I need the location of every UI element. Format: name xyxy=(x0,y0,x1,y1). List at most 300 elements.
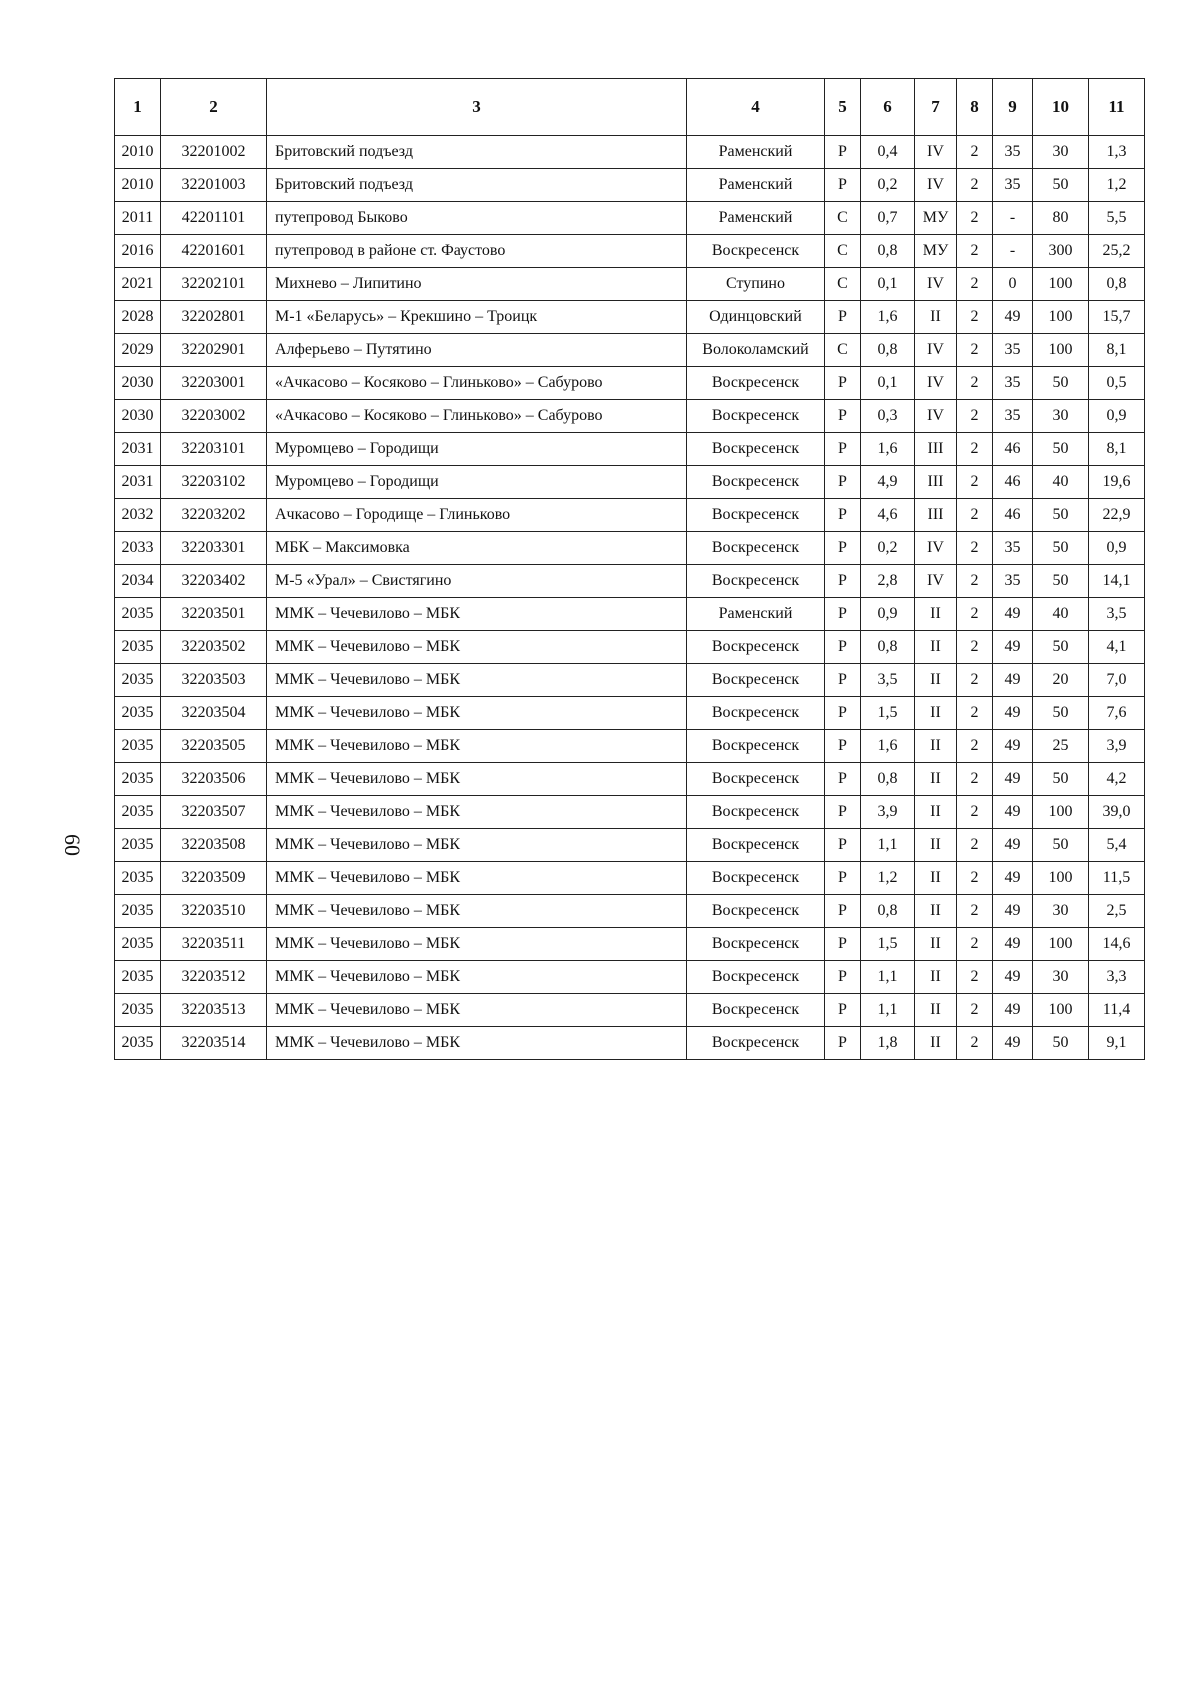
cell-col-type: Р xyxy=(825,565,861,598)
cell-col-category: МУ xyxy=(915,235,957,268)
cell-col-lanes: 2 xyxy=(957,202,993,235)
cell-col-speed: 49 xyxy=(993,664,1033,697)
cell-col-length: 0,8 xyxy=(861,235,915,268)
cell-col-lanes: 2 xyxy=(957,862,993,895)
cell-col-speed: 35 xyxy=(993,565,1033,598)
cell-col-code: 32203301 xyxy=(161,532,267,565)
table-row xyxy=(115,763,1145,796)
cell-col-length: 0,2 xyxy=(861,532,915,565)
cell-col-year: 2010 xyxy=(115,136,161,169)
cell-col-type: Р xyxy=(825,400,861,433)
cell-col-year: 2030 xyxy=(115,400,161,433)
header-col-speed: 9 xyxy=(993,79,1033,136)
cell-col-speed: 49 xyxy=(993,961,1033,994)
cell-col-length: 0,1 xyxy=(861,367,915,400)
cell-col-value: 22,9 xyxy=(1089,499,1145,532)
cell-col-value: 19,6 xyxy=(1089,466,1145,499)
table-row xyxy=(115,334,1145,367)
cell-col-category: IV xyxy=(915,565,957,598)
cell-col-district: Раменский xyxy=(687,136,825,169)
table-row xyxy=(115,796,1145,829)
cell-col-category: II xyxy=(915,796,957,829)
table-row xyxy=(115,862,1145,895)
cell-col-length: 3,9 xyxy=(861,796,915,829)
cell-col-category: IV xyxy=(915,334,957,367)
cell-col-year: 2031 xyxy=(115,433,161,466)
cell-col-type: Р xyxy=(825,994,861,1027)
cell-col-lanes: 2 xyxy=(957,301,993,334)
cell-col-type: С xyxy=(825,334,861,367)
cell-col-code: 32203514 xyxy=(161,1027,267,1060)
cell-col-district: Воскресенск xyxy=(687,697,825,730)
header-col-code: 2 xyxy=(161,79,267,136)
cell-col-value: 5,5 xyxy=(1089,202,1145,235)
cell-col-code: 32203513 xyxy=(161,994,267,1027)
cell-col-district: Воскресенск xyxy=(687,235,825,268)
cell-col-year: 2034 xyxy=(115,565,161,598)
cell-col-value: 39,0 xyxy=(1089,796,1145,829)
cell-col-lanes: 2 xyxy=(957,928,993,961)
cell-col-code: 32203508 xyxy=(161,829,267,862)
cell-col-year: 2035 xyxy=(115,862,161,895)
cell-col-name: Бритовский подъезд xyxy=(267,136,687,169)
cell-col-width: 100 xyxy=(1033,334,1089,367)
cell-col-category: IV xyxy=(915,169,957,202)
cell-col-name: «Ачкасово – Косяково – Глиньково» – Сабурово xyxy=(267,400,687,433)
table-row xyxy=(115,268,1145,301)
cell-col-width: 100 xyxy=(1033,862,1089,895)
cell-col-code: 32203501 xyxy=(161,598,267,631)
cell-col-code: 32203511 xyxy=(161,928,267,961)
cell-col-district: Раменский xyxy=(687,202,825,235)
cell-col-length: 1,1 xyxy=(861,829,915,862)
cell-col-year: 2029 xyxy=(115,334,161,367)
cell-col-speed: 49 xyxy=(993,697,1033,730)
cell-col-category: II xyxy=(915,730,957,763)
cell-col-width: 50 xyxy=(1033,367,1089,400)
cell-col-category: МУ xyxy=(915,202,957,235)
table-row xyxy=(115,697,1145,730)
table-row xyxy=(115,664,1145,697)
cell-col-type: С xyxy=(825,268,861,301)
cell-col-type: С xyxy=(825,235,861,268)
cell-col-category: IV xyxy=(915,400,957,433)
header-col-category: 7 xyxy=(915,79,957,136)
cell-col-value: 0,5 xyxy=(1089,367,1145,400)
cell-col-width: 50 xyxy=(1033,631,1089,664)
cell-col-type: Р xyxy=(825,961,861,994)
table-row xyxy=(115,400,1145,433)
cell-col-width: 100 xyxy=(1033,928,1089,961)
cell-col-speed: 35 xyxy=(993,532,1033,565)
cell-col-year: 2035 xyxy=(115,796,161,829)
cell-col-lanes: 2 xyxy=(957,895,993,928)
cell-col-value: 0,9 xyxy=(1089,400,1145,433)
cell-col-district: Воскресенск xyxy=(687,961,825,994)
cell-col-length: 1,6 xyxy=(861,730,915,763)
cell-col-code: 32203502 xyxy=(161,631,267,664)
cell-col-lanes: 2 xyxy=(957,367,993,400)
cell-col-category: II xyxy=(915,862,957,895)
cell-col-name: Бритовский подъезд xyxy=(267,169,687,202)
table-row xyxy=(115,466,1145,499)
cell-col-length: 1,6 xyxy=(861,433,915,466)
cell-col-speed: 49 xyxy=(993,631,1033,664)
cell-col-lanes: 2 xyxy=(957,796,993,829)
cell-col-type: Р xyxy=(825,829,861,862)
cell-col-speed: 49 xyxy=(993,928,1033,961)
cell-col-value: 7,0 xyxy=(1089,664,1145,697)
cell-col-category: II xyxy=(915,631,957,664)
cell-col-district: Ступино xyxy=(687,268,825,301)
cell-col-district: Воскресенск xyxy=(687,730,825,763)
header-col-width: 10 xyxy=(1033,79,1089,136)
header-col-length: 6 xyxy=(861,79,915,136)
cell-col-name: М-5 «Урал» – Свистягино xyxy=(267,565,687,598)
cell-col-year: 2032 xyxy=(115,499,161,532)
cell-col-length: 1,8 xyxy=(861,1027,915,1060)
cell-col-length: 0,8 xyxy=(861,895,915,928)
cell-col-year: 2035 xyxy=(115,763,161,796)
cell-col-code: 32203512 xyxy=(161,961,267,994)
cell-col-district: Воскресенск xyxy=(687,763,825,796)
cell-col-code: 32203202 xyxy=(161,499,267,532)
cell-col-year: 2031 xyxy=(115,466,161,499)
cell-col-width: 50 xyxy=(1033,763,1089,796)
cell-col-speed: 49 xyxy=(993,730,1033,763)
cell-col-lanes: 2 xyxy=(957,565,993,598)
page-number: 60 xyxy=(60,834,85,856)
cell-col-type: Р xyxy=(825,895,861,928)
cell-col-code: 32203504 xyxy=(161,697,267,730)
cell-col-speed: 35 xyxy=(993,169,1033,202)
cell-col-code: 42201601 xyxy=(161,235,267,268)
cell-col-speed: 46 xyxy=(993,499,1033,532)
cell-col-code: 42201101 xyxy=(161,202,267,235)
cell-col-code: 32202101 xyxy=(161,268,267,301)
cell-col-lanes: 2 xyxy=(957,235,993,268)
cell-col-name: ММК – Чечевилово – МБК xyxy=(267,961,687,994)
cell-col-code: 32202901 xyxy=(161,334,267,367)
cell-col-value: 8,1 xyxy=(1089,433,1145,466)
cell-col-length: 0,3 xyxy=(861,400,915,433)
cell-col-year: 2035 xyxy=(115,895,161,928)
cell-col-name: Ачкасово – Городище – Глиньково xyxy=(267,499,687,532)
cell-col-category: II xyxy=(915,994,957,1027)
cell-col-length: 4,9 xyxy=(861,466,915,499)
cell-col-name: ММК – Чечевилово – МБК xyxy=(267,763,687,796)
cell-col-length: 1,5 xyxy=(861,928,915,961)
cell-col-code: 32203506 xyxy=(161,763,267,796)
cell-col-speed: 49 xyxy=(993,301,1033,334)
cell-col-district: Воскресенск xyxy=(687,994,825,1027)
cell-col-length: 1,2 xyxy=(861,862,915,895)
cell-col-year: 2035 xyxy=(115,697,161,730)
cell-col-name: ММК – Чечевилово – МБК xyxy=(267,598,687,631)
cell-col-value: 1,2 xyxy=(1089,169,1145,202)
cell-col-year: 2030 xyxy=(115,367,161,400)
cell-col-name: Муромцево – Городищи xyxy=(267,433,687,466)
cell-col-width: 100 xyxy=(1033,301,1089,334)
cell-col-code: 32201003 xyxy=(161,169,267,202)
cell-col-year: 2016 xyxy=(115,235,161,268)
cell-col-name: ММК – Чечевилово – МБК xyxy=(267,994,687,1027)
cell-col-width: 50 xyxy=(1033,565,1089,598)
cell-col-length: 1,5 xyxy=(861,697,915,730)
cell-col-value: 0,9 xyxy=(1089,532,1145,565)
cell-col-value: 1,3 xyxy=(1089,136,1145,169)
cell-col-category: IV xyxy=(915,268,957,301)
cell-col-type: Р xyxy=(825,862,861,895)
cell-col-type: Р xyxy=(825,499,861,532)
cell-col-length: 0,8 xyxy=(861,334,915,367)
table-row xyxy=(115,202,1145,235)
cell-col-district: Воскресенск xyxy=(687,829,825,862)
cell-col-code: 32201002 xyxy=(161,136,267,169)
cell-col-length: 0,2 xyxy=(861,169,915,202)
cell-col-width: 50 xyxy=(1033,499,1089,532)
cell-col-category: II xyxy=(915,928,957,961)
cell-col-type: Р xyxy=(825,532,861,565)
cell-col-speed: 0 xyxy=(993,268,1033,301)
cell-col-district: Воскресенск xyxy=(687,895,825,928)
cell-col-length: 1,1 xyxy=(861,961,915,994)
cell-col-district: Волоколамский xyxy=(687,334,825,367)
cell-col-district: Воскресенск xyxy=(687,367,825,400)
table-row xyxy=(115,367,1145,400)
cell-col-value: 4,2 xyxy=(1089,763,1145,796)
header-col-type: 5 xyxy=(825,79,861,136)
cell-col-year: 2035 xyxy=(115,961,161,994)
cell-col-width: 40 xyxy=(1033,598,1089,631)
cell-col-name: ММК – Чечевилово – МБК xyxy=(267,796,687,829)
cell-col-speed: - xyxy=(993,235,1033,268)
table-row xyxy=(115,1027,1145,1060)
cell-col-category: II xyxy=(915,664,957,697)
cell-col-speed: 35 xyxy=(993,400,1033,433)
cell-col-year: 2021 xyxy=(115,268,161,301)
data-table xyxy=(114,78,1145,1060)
cell-col-length: 0,7 xyxy=(861,202,915,235)
cell-col-code: 32202801 xyxy=(161,301,267,334)
cell-col-code: 32203510 xyxy=(161,895,267,928)
cell-col-type: Р xyxy=(825,763,861,796)
cell-col-category: II xyxy=(915,829,957,862)
table-row xyxy=(115,895,1145,928)
cell-col-length: 1,1 xyxy=(861,994,915,1027)
cell-col-name: «Ачкасово – Косяково – Глиньково» – Сабурово xyxy=(267,367,687,400)
cell-col-category: II xyxy=(915,895,957,928)
cell-col-lanes: 2 xyxy=(957,664,993,697)
cell-col-code: 32203002 xyxy=(161,400,267,433)
table-row xyxy=(115,598,1145,631)
table-row xyxy=(115,829,1145,862)
cell-col-value: 5,4 xyxy=(1089,829,1145,862)
cell-col-year: 2033 xyxy=(115,532,161,565)
cell-col-speed: - xyxy=(993,202,1033,235)
table-row xyxy=(115,631,1145,664)
cell-col-code: 32203503 xyxy=(161,664,267,697)
cell-col-speed: 46 xyxy=(993,466,1033,499)
cell-col-width: 80 xyxy=(1033,202,1089,235)
cell-col-length: 1,6 xyxy=(861,301,915,334)
cell-col-type: Р xyxy=(825,697,861,730)
cell-col-lanes: 2 xyxy=(957,499,993,532)
cell-col-length: 0,9 xyxy=(861,598,915,631)
cell-col-lanes: 2 xyxy=(957,697,993,730)
cell-col-type: Р xyxy=(825,169,861,202)
cell-col-year: 2035 xyxy=(115,631,161,664)
cell-col-district: Воскресенск xyxy=(687,631,825,664)
cell-col-type: Р xyxy=(825,796,861,829)
table-row xyxy=(115,235,1145,268)
cell-col-value: 7,6 xyxy=(1089,697,1145,730)
cell-col-name: Михнево – Липитино xyxy=(267,268,687,301)
cell-col-type: Р xyxy=(825,1027,861,1060)
cell-col-width: 40 xyxy=(1033,466,1089,499)
cell-col-code: 32203505 xyxy=(161,730,267,763)
cell-col-district: Воскресенск xyxy=(687,796,825,829)
cell-col-lanes: 2 xyxy=(957,532,993,565)
cell-col-type: Р xyxy=(825,301,861,334)
cell-col-category: II xyxy=(915,697,957,730)
cell-col-length: 0,8 xyxy=(861,763,915,796)
table-row xyxy=(115,532,1145,565)
cell-col-length: 3,5 xyxy=(861,664,915,697)
cell-col-category: III xyxy=(915,433,957,466)
cell-col-speed: 35 xyxy=(993,367,1033,400)
cell-col-category: III xyxy=(915,499,957,532)
cell-col-lanes: 2 xyxy=(957,268,993,301)
cell-col-name: ММК – Чечевилово – МБК xyxy=(267,664,687,697)
cell-col-category: II xyxy=(915,598,957,631)
cell-col-code: 32203402 xyxy=(161,565,267,598)
cell-col-year: 2010 xyxy=(115,169,161,202)
cell-col-lanes: 2 xyxy=(957,1027,993,1060)
cell-col-speed: 49 xyxy=(993,895,1033,928)
cell-col-district: Воскресенск xyxy=(687,466,825,499)
cell-col-length: 0,1 xyxy=(861,268,915,301)
cell-col-width: 30 xyxy=(1033,400,1089,433)
cell-col-type: Р xyxy=(825,631,861,664)
table-row xyxy=(115,961,1145,994)
header-col-name: 3 xyxy=(267,79,687,136)
cell-col-district: Воскресенск xyxy=(687,433,825,466)
table-row xyxy=(115,136,1145,169)
header-col-value: 11 xyxy=(1089,79,1145,136)
cell-col-width: 50 xyxy=(1033,433,1089,466)
cell-col-value: 11,4 xyxy=(1089,994,1145,1027)
cell-col-width: 20 xyxy=(1033,664,1089,697)
table-row xyxy=(115,433,1145,466)
cell-col-district: Воскресенск xyxy=(687,499,825,532)
table-row xyxy=(115,928,1145,961)
cell-col-type: Р xyxy=(825,928,861,961)
cell-col-speed: 49 xyxy=(993,1027,1033,1060)
cell-col-length: 4,6 xyxy=(861,499,915,532)
table-row xyxy=(115,994,1145,1027)
cell-col-lanes: 2 xyxy=(957,334,993,367)
cell-col-value: 2,5 xyxy=(1089,895,1145,928)
cell-col-length: 0,4 xyxy=(861,136,915,169)
cell-col-category: II xyxy=(915,301,957,334)
cell-col-name: ММК – Чечевилово – МБК xyxy=(267,829,687,862)
cell-col-code: 32203509 xyxy=(161,862,267,895)
cell-col-district: Одинцовский xyxy=(687,301,825,334)
cell-col-name: путепровод Быково xyxy=(267,202,687,235)
cell-col-code: 32203102 xyxy=(161,466,267,499)
cell-col-name: ММК – Чечевилово – МБК xyxy=(267,1027,687,1060)
cell-col-year: 2035 xyxy=(115,664,161,697)
table-header-row xyxy=(115,79,1145,136)
cell-col-lanes: 2 xyxy=(957,763,993,796)
cell-col-year: 2011 xyxy=(115,202,161,235)
cell-col-type: Р xyxy=(825,598,861,631)
cell-col-type: С xyxy=(825,202,861,235)
cell-col-value: 3,3 xyxy=(1089,961,1145,994)
cell-col-category: II xyxy=(915,1027,957,1060)
cell-col-speed: 49 xyxy=(993,796,1033,829)
cell-col-district: Воскресенск xyxy=(687,532,825,565)
cell-col-lanes: 2 xyxy=(957,169,993,202)
cell-col-width: 300 xyxy=(1033,235,1089,268)
cell-col-width: 50 xyxy=(1033,532,1089,565)
cell-col-lanes: 2 xyxy=(957,400,993,433)
cell-col-width: 25 xyxy=(1033,730,1089,763)
cell-col-district: Воскресенск xyxy=(687,664,825,697)
cell-col-value: 14,1 xyxy=(1089,565,1145,598)
cell-col-name: Алферьево – Путятино xyxy=(267,334,687,367)
cell-col-lanes: 2 xyxy=(957,994,993,1027)
cell-col-district: Воскресенск xyxy=(687,1027,825,1060)
cell-col-year: 2035 xyxy=(115,730,161,763)
table-row xyxy=(115,565,1145,598)
cell-col-district: Воскресенск xyxy=(687,565,825,598)
cell-col-type: Р xyxy=(825,367,861,400)
cell-col-name: ММК – Чечевилово – МБК xyxy=(267,895,687,928)
cell-col-lanes: 2 xyxy=(957,466,993,499)
cell-col-code: 32203001 xyxy=(161,367,267,400)
header-col-district: 4 xyxy=(687,79,825,136)
cell-col-lanes: 2 xyxy=(957,631,993,664)
cell-col-year: 2035 xyxy=(115,598,161,631)
cell-col-category: IV xyxy=(915,136,957,169)
cell-col-code: 32203101 xyxy=(161,433,267,466)
cell-col-width: 100 xyxy=(1033,994,1089,1027)
cell-col-lanes: 2 xyxy=(957,829,993,862)
cell-col-lanes: 2 xyxy=(957,433,993,466)
cell-col-name: М-1 «Беларусь» – Крекшино – Троицк xyxy=(267,301,687,334)
cell-col-lanes: 2 xyxy=(957,730,993,763)
cell-col-type: Р xyxy=(825,730,861,763)
cell-col-speed: 35 xyxy=(993,136,1033,169)
cell-col-width: 50 xyxy=(1033,697,1089,730)
cell-col-district: Воскресенск xyxy=(687,400,825,433)
cell-col-type: Р xyxy=(825,433,861,466)
cell-col-district: Раменский xyxy=(687,598,825,631)
cell-col-name: Муромцево – Городищи xyxy=(267,466,687,499)
cell-col-speed: 49 xyxy=(993,829,1033,862)
cell-col-category: II xyxy=(915,961,957,994)
cell-col-name: ММК – Чечевилово – МБК xyxy=(267,730,687,763)
cell-col-width: 50 xyxy=(1033,829,1089,862)
cell-col-speed: 49 xyxy=(993,598,1033,631)
cell-col-type: Р xyxy=(825,664,861,697)
cell-col-width: 50 xyxy=(1033,169,1089,202)
cell-col-value: 14,6 xyxy=(1089,928,1145,961)
cell-col-district: Раменский xyxy=(687,169,825,202)
cell-col-type: Р xyxy=(825,466,861,499)
